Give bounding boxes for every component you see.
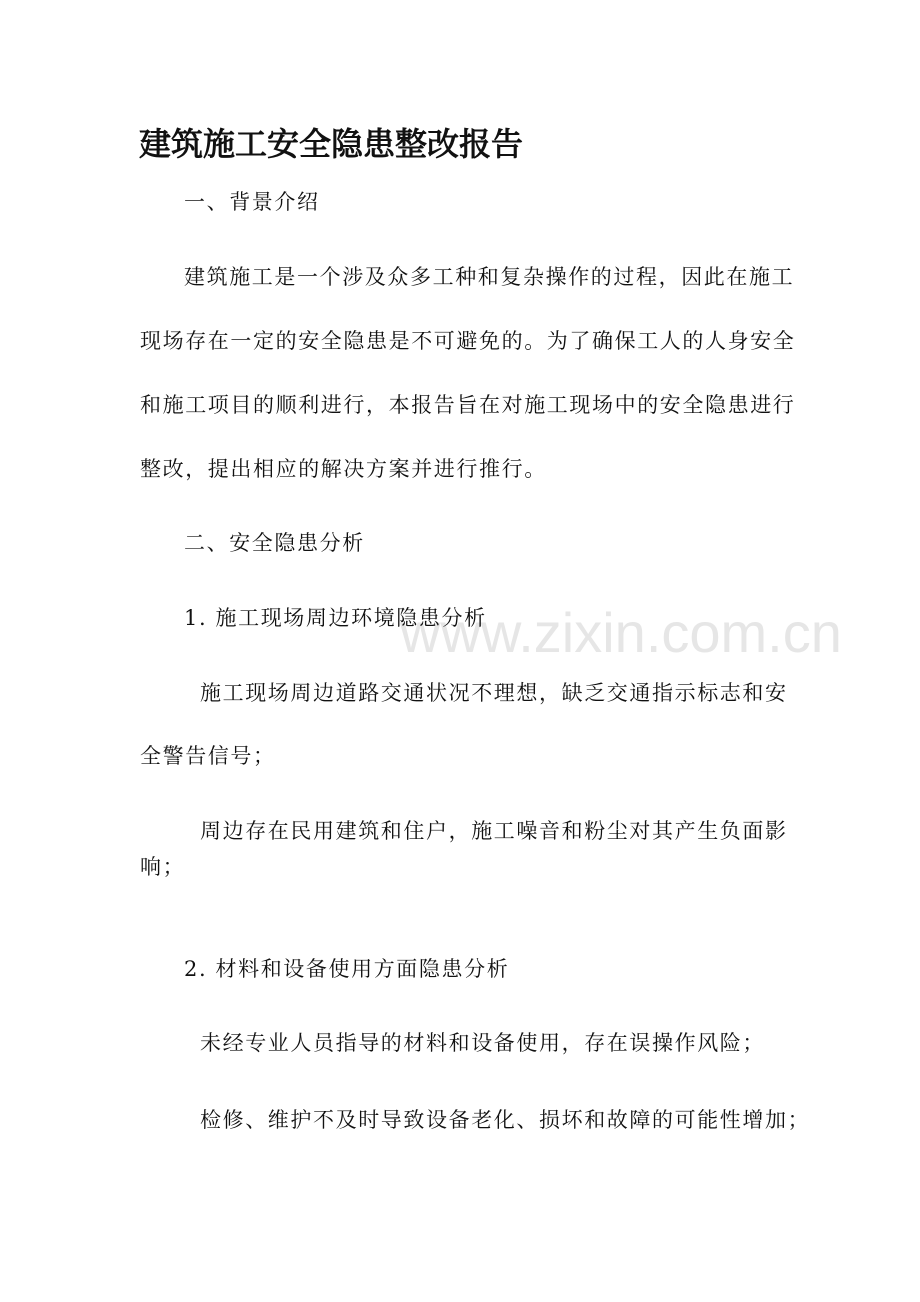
paragraph-line: 现场存在一定的安全隐患是不可避免的。为了确保工人的人身安全: [140, 329, 796, 353]
paragraph-line: 施工现场周边道路交通状况不理想，缺乏交通指示标志和安: [200, 681, 788, 705]
paragraph-line: 建筑施工是一个涉及众多工种和复杂操作的过程，因此在施工: [184, 265, 795, 289]
paragraph-line: 整改，提出相应的解决方案并进行推行。: [140, 457, 547, 481]
document-title: 建筑施工安全隐患整改报告: [139, 125, 524, 163]
paragraph-line: 和施工项目的顺利进行，本报告旨在对施工现场中的安全隐患进行: [140, 393, 796, 417]
paragraph-line: 未经专业人员指导的材料和设备使用，存在误操作风险；: [200, 1031, 765, 1055]
paragraph-line: 周边存在民用建筑和住户，施工噪音和粉尘对其产生负面影: [200, 819, 788, 843]
watermark: www.zixin.com.cn: [400, 601, 842, 664]
section-heading-analysis: 二、安全隐患分析: [184, 531, 365, 555]
paragraph-line: 全警告信号；: [140, 744, 276, 768]
paragraph-line: 检修、维护不及时导致设备老化、损坏和故障的可能性增加；: [200, 1108, 811, 1132]
subsection-heading-materials: 2. 材料和设备使用方面隐患分析: [184, 957, 510, 981]
subsection-heading-environment: 1. 施工现场周边环境隐患分析: [184, 606, 487, 630]
paragraph-line: 响；: [140, 855, 186, 879]
section-heading-background: 一、背景介绍: [184, 190, 320, 214]
